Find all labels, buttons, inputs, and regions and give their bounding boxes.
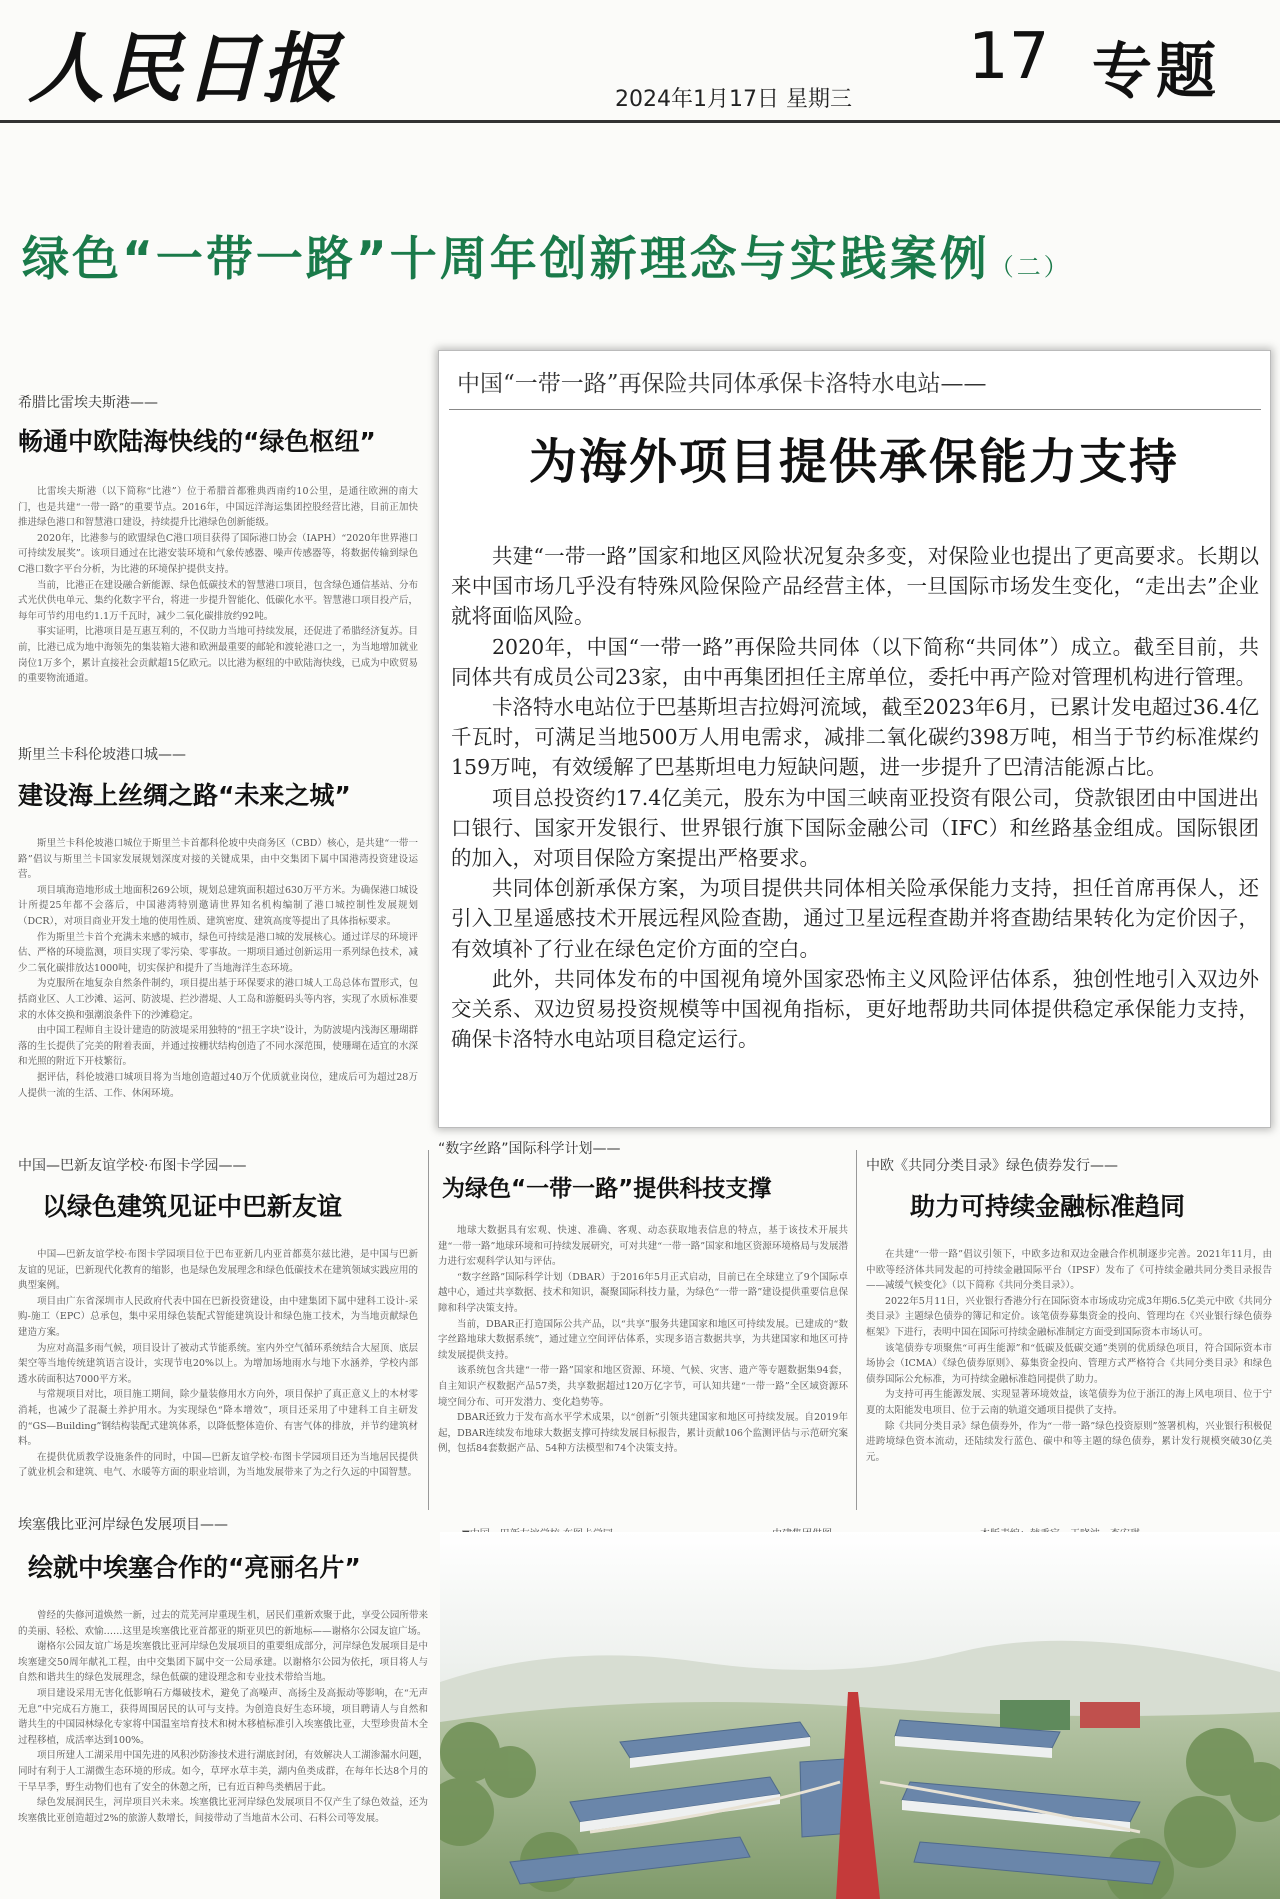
article-paragraph: 2022年5月11日，兴业银行香港分行在国际资本市场成功完成3年期6.5亿美元中欧《共同分类目录》主题绿色债券的簿记和定价。该笔债券募集资金的投向、管理均在《兴业银行绿色债券框架》下进行，表明中国在国际可持续金融标准制定方面受到国际资本市场认可。 xyxy=(866,1295,1272,1338)
article-paragraph: “数字丝路”国际科学计划（DBAR）于2016年5月正式启动，目前已在全球建立了9个国际卓越中心，通过共享数据、技术和知识，凝聚国际科技力量，为绿色“一带一路”建设提供重要信息保障和科学决策支持。 xyxy=(438,1271,848,1314)
article-paragraph: 在共建“一带一路”倡议引领下，中欧多边和双边金融合作机制逐步完善。2021年11月，由中欧等经济体共同发起的可持续金融国际平台（IPSF）发布了《可持续金融共同分类目录报告——减缓气候变化》（以下简称《共同分类目录》）。 xyxy=(866,1249,1272,1292)
article-kicker: “数字丝路”国际科学计划—— xyxy=(438,1141,621,1157)
article-paragraph: DBAR还致力于发布高水平学术成果，以“创新”引领共建国家和地区可持续发展。自2019年起，DBAR连续发布地球大数据支撑可持续发展目标报告，累计贡献106个监测评估与示范研究案例，包括84套数据产品、54种方法模型和74个决策支持。 xyxy=(438,1412,848,1455)
article-ethiopia xyxy=(18,1514,428,1899)
article-paragraph: 共同体创新承保方案，为项目提供共同体相关险承保能力支持，担任首席再保人，还引入卫星遥感技术开展远程风险查勘，通过卫星远程查勘并将查勘结果转化为定价因子，有效填补了行业在绿色定价方面的空白。 xyxy=(451,876,1259,961)
article-headline: 绘就中埃塞合作的“亮丽名片” xyxy=(28,1553,361,1582)
article-paragraph: 比雷埃夫斯港（以下简称“比港”）位于希腊首都雅典西南约10公里，是通往欧洲的南大门，也是共建“一带一路”的重要节点。2016年，中国远洋海运集团控股经营比港，目前正加快推进绿色港口和智慧港口建设，持续提升比港绿色创新能级。 xyxy=(18,486,418,529)
article-body xyxy=(18,484,418,687)
feature-headline: 为海外项目提供承保能力支持 xyxy=(528,434,1179,490)
article-bonds xyxy=(866,1155,1272,1510)
article-body xyxy=(18,1247,418,1481)
article-headline: 助力可持续金融标准趋同 xyxy=(910,1192,1186,1221)
article-kicker: 斯里兰卡科伦坡港口城—— xyxy=(18,747,186,763)
article-paragraph: 该笔债券专项聚焦“可再生能源”和“低碳及低碳交通”类别的优质绿色项目，符合国际资本市场协会（ICMA）《绿色债券原则》、募集资金投向、管理方式严格符合《共同分类目录》和绿色债券国际公允标准，为可持续金融标准趋同提供了助力。 xyxy=(866,1342,1272,1385)
article-paragraph: 当前，DBAR正打造国际公共产品，以“共享”服务共建国家和地区可持续发展。已建成的“数字丝路地球大数据系统”，通过建立空间评估体系，实现多语言数据共享，为共建国家和地区可持续发展提供支持。 xyxy=(438,1318,848,1361)
article-paragraph: 据评估，科伦坡港口城项目将为当地创造超过40万个优质就业岗位，建成后可为超过28万人提供一流的生活、工作、休闲环境。 xyxy=(18,1071,418,1099)
article-school xyxy=(18,1155,418,1507)
article-headline: 为绿色“一带一路”提供科技支撑 xyxy=(442,1176,772,1202)
masthead-rule xyxy=(0,120,1280,123)
article-paragraph: 项目总投资约17.4亿美元，股东为中国三峡南亚投资有限公司，贷款银团由中国进出口银行、国家开发银行、世界银行旗下国际金融公司（IFC）和丝路基金组成。国际银团的加入，对项目保险方案提出严格要求。 xyxy=(451,785,1259,871)
article-body xyxy=(438,1223,848,1457)
page-title-text: 绿色“一带一路”十周年创新理念与实践案例 xyxy=(22,232,990,287)
article-paragraph: 谢格尔公园友谊广场是埃塞俄比亚河岸绿色发展项目的重要组成部分，河岸绿色发展项目是中埃塞建交50周年献礼工程，由中交集团下属中交一公局承建。以谢格尔公园为依托，项目将人与自然和谐共生的绿色发展理念，绿色低碳的建设理念和专业技术带给当地。 xyxy=(18,1641,428,1684)
article-body xyxy=(866,1247,1272,1465)
article-paragraph: 共建“一带一路”国家和地区风险状况复杂多变，对保险业也提出了更高要求。长期以来中国市场几乎没有特殊风险保险产品经营主体，一旦国际市场发生变化，“走出去”企业就将面临风险。 xyxy=(451,544,1259,629)
article-paragraph: 项目填海造地形成土地面积269公顷，规划总建筑面积超过630万平方米。为确保港口城设计所提25年都不会落后，中国港湾特别邀请世界知名机构编制了港口城控制性发展规划（DCR），对项目商业开发土地的使用性质、建筑密度、建筑高度等提出了具体指标要求。 xyxy=(18,884,418,927)
article-kicker: 中国—巴新友谊学校·布图卡学园—— xyxy=(18,1158,247,1174)
article-greece xyxy=(18,392,418,752)
article-body xyxy=(18,836,418,1101)
masthead xyxy=(0,0,1280,125)
page-title xyxy=(22,222,1071,289)
article-paragraph: 事实证明，比港项目是互惠互利的，不仅助力当地可持续发展，还促进了希腊经济复苏。目前，比港已成为地中海领先的集装箱大港和欧洲最重要的邮轮和渡轮港口之一，为当地增加就业岗位1万多个，累计直接社会贡献超15亿欧元。以比港为枢纽的中欧陆海快线，已成为中欧贸易的重要物流通道。 xyxy=(18,626,418,685)
article-paragraph: 卡洛特水电站位于巴基斯坦吉拉姆河流域，截至2023年6月，已累计发电超过36.4亿千瓦时，可满足当地500万人用电需求，减排二氧化碳约398万吨，相当于节约标准煤约159万吨，有效缓解了巴基斯坦电力短缺问题，进一步提升了巴清洁能源占比。 xyxy=(451,695,1259,780)
aerial-photo-school xyxy=(440,1532,1280,1899)
article-feature xyxy=(438,350,1271,1128)
article-headline: 畅通中欧陆海快线的“绿色枢纽” xyxy=(18,427,376,456)
article-paragraph: 斯里兰卡科伦坡港口城位于斯里兰卡首都科伦坡中央商务区（CBD）核心，是共建“一带一路”倡议与斯里兰卡国家发展规划深度对接的关键成果，由中交集团下属中国港湾投资建设运营。 xyxy=(18,838,418,881)
article-paragraph: 项目所建人工湖采用中国先进的风积沙防渗技术进行湖底封闭，有效解决人工湖渗漏水问题，同时有利于人工湖微生态环境的形成。如今，草坪水草丰美，湖内鱼类成群，在每年长达8个月的干旱旱季，野生动物们也有了安全的休憩之所，已有近百种鸟类栖居于此。 xyxy=(18,1750,428,1793)
page-number: 17 xyxy=(968,20,1050,94)
article-paragraph: 中国—巴新友谊学校·布图卡学园项目位于巴布亚新几内亚首都莫尔兹比港，是中国与巴新友谊的见证，巴新现代化教育的缩影，也是绿色发展理念和绿色低碳技术在建筑领域实践应用的典型案例。 xyxy=(18,1249,418,1292)
article-paragraph: 在提供优质教学设施条件的同时，中国—巴新友谊学校·布图卡学园项目还为当地居民提供了就业机会和建筑、电气、水暖等方面的职业培训，为当地发展带来了为之行久远的中国智慧。 xyxy=(18,1451,418,1479)
page-title-suffix: （二） xyxy=(989,253,1071,281)
article-paragraph: 此外，共同体发布的中国视角境外国家恐怖主义风险评估体系，独创性地引入双边外交关系、双边贸易投资规模等中国视角指标，更好地帮助共同体提供稳定承保能力支持，确保卡洛特水电站项目稳定运行。 xyxy=(451,966,1259,1052)
article-headline: 以绿色建筑见证中巴新友谊 xyxy=(42,1192,343,1221)
article-paragraph: 由中国工程师自主设计建造的防波堤采用独特的“扭王字块”设计，为防波堤内浅海区珊瑚群落的生长提供了完美的附着表面，并通过按栅状结构创造了不同水深范围，使珊瑚在适宜的水深和光照的附近下开枝繁衍。 xyxy=(18,1025,418,1068)
article-paragraph: 为支持可再生能源发展、实现显著环境效益，该笔债券为位于浙江的海上风电项目、位于宁夏的太阳能发电项目、位于云南的轨道交通项目提供了支持。 xyxy=(866,1389,1272,1416)
page-section: 专题 xyxy=(1092,37,1220,107)
article-kicker: 希腊比雷埃夫斯港—— xyxy=(18,395,158,411)
article-digital xyxy=(438,1138,848,1510)
feature-body xyxy=(451,541,1259,1054)
article-paragraph: 除《共同分类目录》绿色债券外，作为“一带一路”绿色投资原则”签署机构，兴业银行积极促进跨境绿色资本流动，还陆续发行蓝色、碳中和等主题的绿色债券，累计发行规模突破30亿美元。 xyxy=(866,1420,1272,1463)
article-paragraph: 当前，比港正在建设融合新能源、绿色低碳技术的智慧港口项目，包含绿色通信基站、分布式光伏供电单元、集约化数字平台，将进一步提升智能化、低碳化水平。智慧港口项目投产后，每年可节约用电约1.1万千瓦时，减少二氧化碳排放约92吨。 xyxy=(18,579,418,622)
article-body xyxy=(18,1608,428,1826)
article-paragraph: 2020年，中国“一带一路”再保险共同体（以下简称“共同体”）成立。截至目前，共同体共有成员公司23家，由中再集团担任主席单位，委托中再产险对管理机构进行管理。 xyxy=(451,634,1259,689)
article-paragraph: 地球大数据具有宏观、快速、准确、客观、动态获取地表信息的特点，基于该技术开展共建“一带一路”地球环境和可持续发展研究，可对共建“一带一路”国家和地区资源环境格局与发展潜力进行宏观科学认知与评估。 xyxy=(438,1225,848,1268)
article-headline: 建设海上丝绸之路“未来之城” xyxy=(18,781,351,810)
article-kicker: 中欧《共同分类目录》绿色债券发行—— xyxy=(866,1158,1118,1174)
article-paragraph: 该系统包含共建“一带一路”国家和地区资源、环境、气候、灾害、遗产等专题数据集94套，自主知识产权数据产品57类，共享数据超过120万亿字节，可认知共建“一带一路”全区域资源环境空间分布、可开发潜力、变化趋势等。 xyxy=(438,1365,848,1408)
article-paragraph: 项目由广东省深圳市人民政府代表中国在巴新投资建设，由中建集团下属中建科工设计-采购-施工（EPC）总承包，集中采用绿色装配式智能建筑设计和绿色施工技术，为当地贡献绿色建造方案。 xyxy=(18,1295,418,1338)
column-divider xyxy=(428,1150,429,1510)
article-paragraph: 为克服所在地复杂自然条件制约，项目提出基于环保要求的港口城人工岛总体布置形式，包括商业区、人工沙滩、运河、防波堤、拦沙潜堤、人工岛和游艇码头等内容，实现了水质标准要求的水体交换和强潮浪条件下的沙滩稳定。 xyxy=(18,978,418,1021)
feature-rule xyxy=(449,409,1261,410)
article-paragraph: 为应对高温多雨气候，项目设计了被动式节能系统。室内外空气循环系统结合大屋顶、底层架空等当地传统建筑语言设计，实现节电20%以上。为增加场地雨水与地下水涵养，学校内部透水砖面积达7000平方米。 xyxy=(18,1342,418,1385)
article-paragraph: 与常规项目对比，项目施工期间，除少量装修用水方向外，项目保护了真正意义上的木材零消耗，也减少了混凝土养护用水。为实现绿色“降本增效”，项目还采用了中建科工自主研发的“GS—Building”钢结构装配式建筑体系，以降低整体造价、有害气体的排放，并节约建筑材料。 xyxy=(18,1389,418,1448)
article-paragraph: 2020年，比港参与的欧盟绿色C港口项目获得了国际港口协会（IAPH）“2020年世界港口可持续发展奖”。该项目通过在比港安装环境和气象传感器、噪声传感器等，将数据传输到绿色C港口数字平台分析，为比港的环境保护提供支持。 xyxy=(18,532,418,575)
column-divider xyxy=(856,1150,857,1510)
article-paragraph: 作为斯里兰卡首个充满未来感的城市，绿色可持续是港口城的发展核心。通过详尽的环境评估、严格的环境监测，项目实现了零污染、零事故。一期项目通过创新运用一系列绿色技术，减少二氧化碳排放达1000吨，切实保护和提升了当地海洋生态环境。 xyxy=(18,931,418,974)
article-paragraph: 曾经的失修河道焕然一新，过去的荒芜河岸重现生机，居民们重新欢聚于此，享受公园所带来的美丽、轻松、欢愉……这里是埃塞俄比亚首都亚的斯亚贝巴的新地标——谢格尔公园友谊广场。 xyxy=(18,1610,428,1637)
article-srilanka xyxy=(18,744,418,1132)
feature-kicker: 中国“一带一路”再保险共同体承保卡洛特水电站—— xyxy=(457,371,987,397)
newspaper-logo: 人民日报 xyxy=(28,24,340,113)
article-kicker: 埃塞俄比亚河岸绿色发展项目—— xyxy=(18,1517,228,1533)
article-paragraph: 项目建设采用无害化低影响石方爆破技术，避免了高噪声、高扬尘及高振动等影响，在“无声无息”中完成石方施工，获得周围居民的认可与支持。为创造良好生态环境，项目聘请人与自然和谐共生的中国园林绿化专家将中国温室培育技术和树木移植标准引入埃塞俄比亚，大型珍贵苗木全过程移植，成活率达到100%。 xyxy=(18,1687,428,1746)
aerial-photo-illustration xyxy=(440,1532,1280,1899)
article-paragraph: 绿色发展润民生，河岸项目兴未来。埃塞俄比亚河岸绿色发展项目不仅产生了绿色效益，还为埃塞俄比亚创造超过2%的旅游人数增长，间接带动了当地苗木公司、石料公司等发展。 xyxy=(18,1797,428,1824)
issue-date: 2024年1月17日 星期三 xyxy=(615,87,852,112)
